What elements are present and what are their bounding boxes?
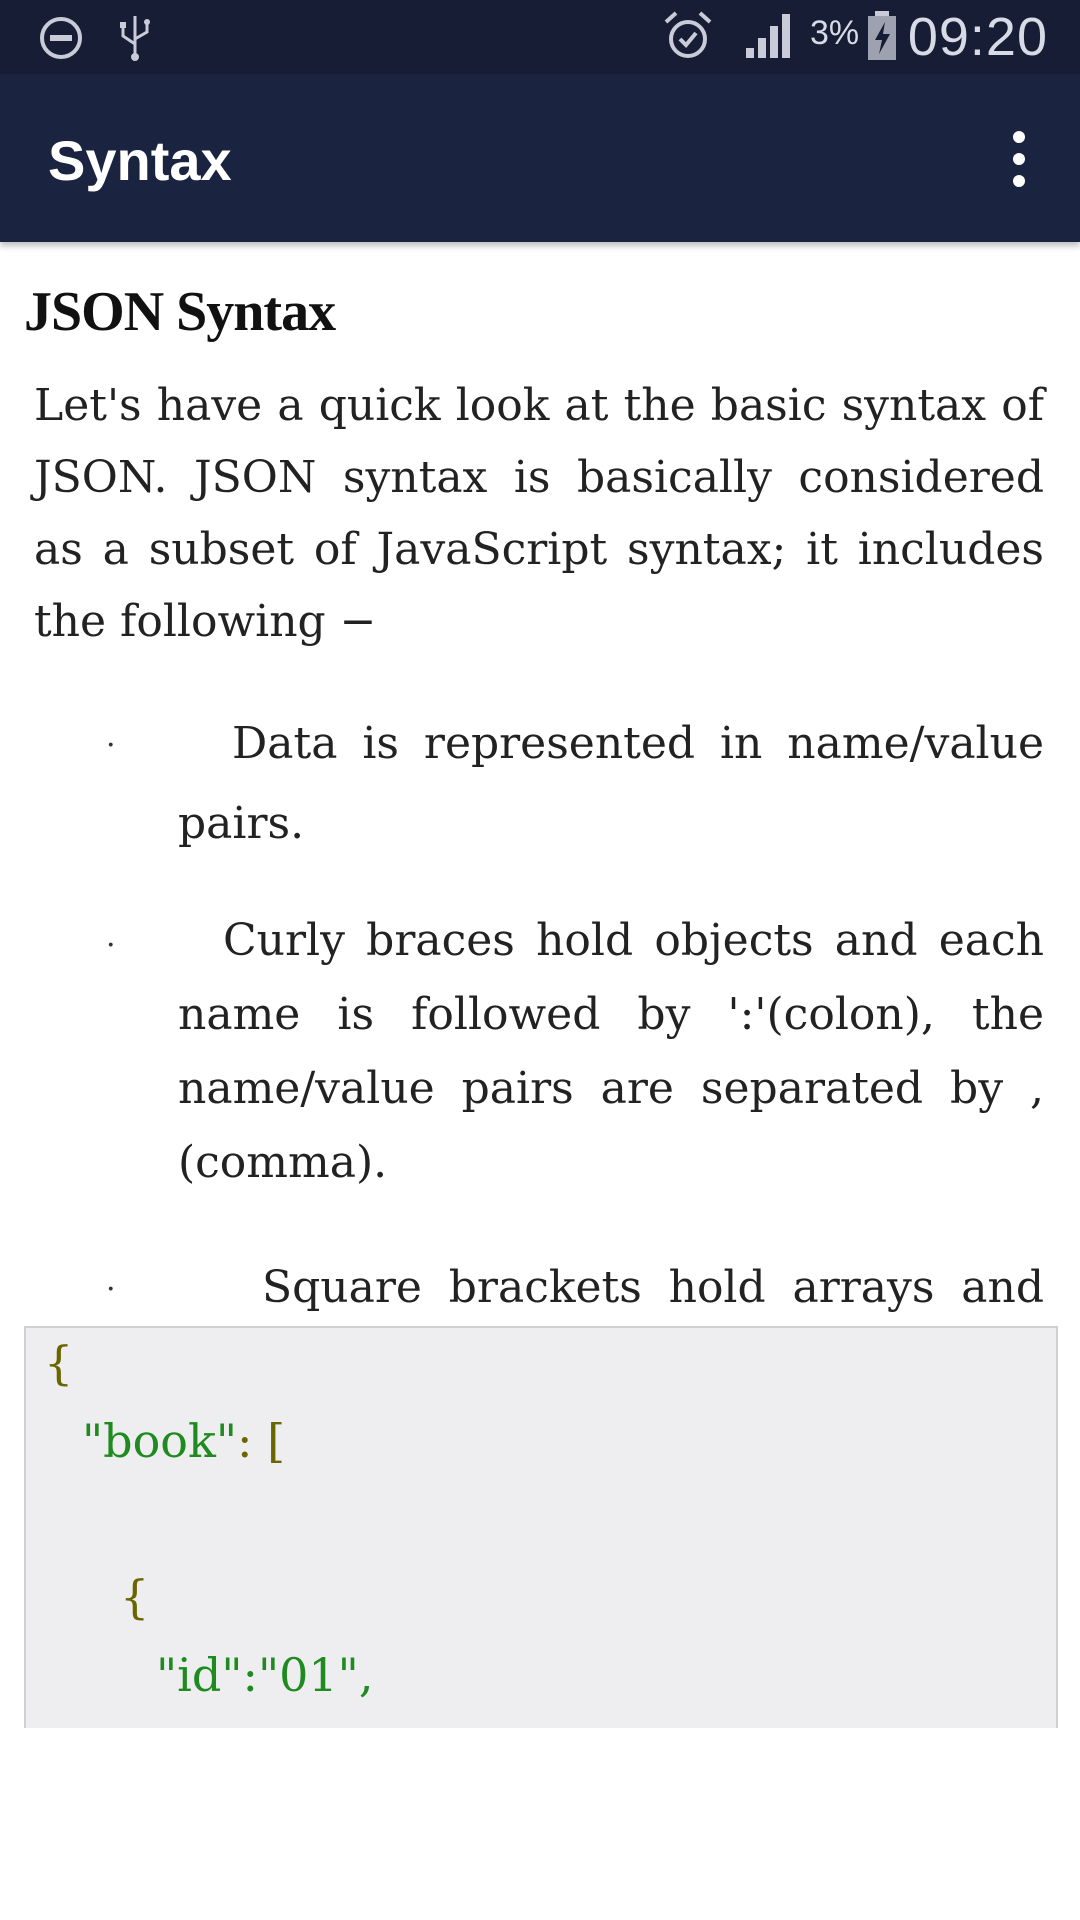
clock: 09:20 (907, 7, 1048, 67)
code-bracket: [ (267, 1414, 286, 1468)
code-line: { (120, 1570, 150, 1624)
status-bar (0, 0, 1080, 74)
list-item-text: Curly braces hold objects and each name is followed by ':'(colon), the name/value pairs are separated by , (comma). (178, 915, 1044, 1188)
intro-paragraph: Let's have a quick look at the basic syntax of JSON. JSON syntax is basically considered as a subset of JavaScript syntax; it includes the following − (34, 380, 1044, 647)
code-block (24, 1326, 1058, 1728)
usb-icon (118, 12, 152, 62)
app-title: Syntax (48, 129, 232, 192)
signal-icon (744, 12, 796, 60)
code-line: "id":"01", (156, 1648, 374, 1702)
page-heading: JSON Syntax (24, 281, 336, 343)
alarm-icon (662, 10, 714, 62)
code-colon: : (237, 1414, 268, 1468)
bullet-marker: · (106, 1272, 116, 1307)
code-line (82, 1414, 285, 1468)
code-key: "book" (82, 1414, 238, 1468)
list-item-text: Square brackets hold arrays and (262, 1262, 1044, 1313)
code-line: { (44, 1336, 74, 1390)
bullet-marker: · (106, 928, 116, 963)
battery-percent: 3% (810, 14, 860, 52)
bullet-marker: · (106, 728, 116, 763)
more-vert-icon[interactable] (984, 124, 1054, 194)
list-item-text: Data is represented in name/value pairs. (178, 718, 1044, 849)
battery-charging-icon (866, 10, 898, 62)
do-not-disturb-icon (38, 15, 84, 61)
app-bar (0, 74, 1080, 242)
